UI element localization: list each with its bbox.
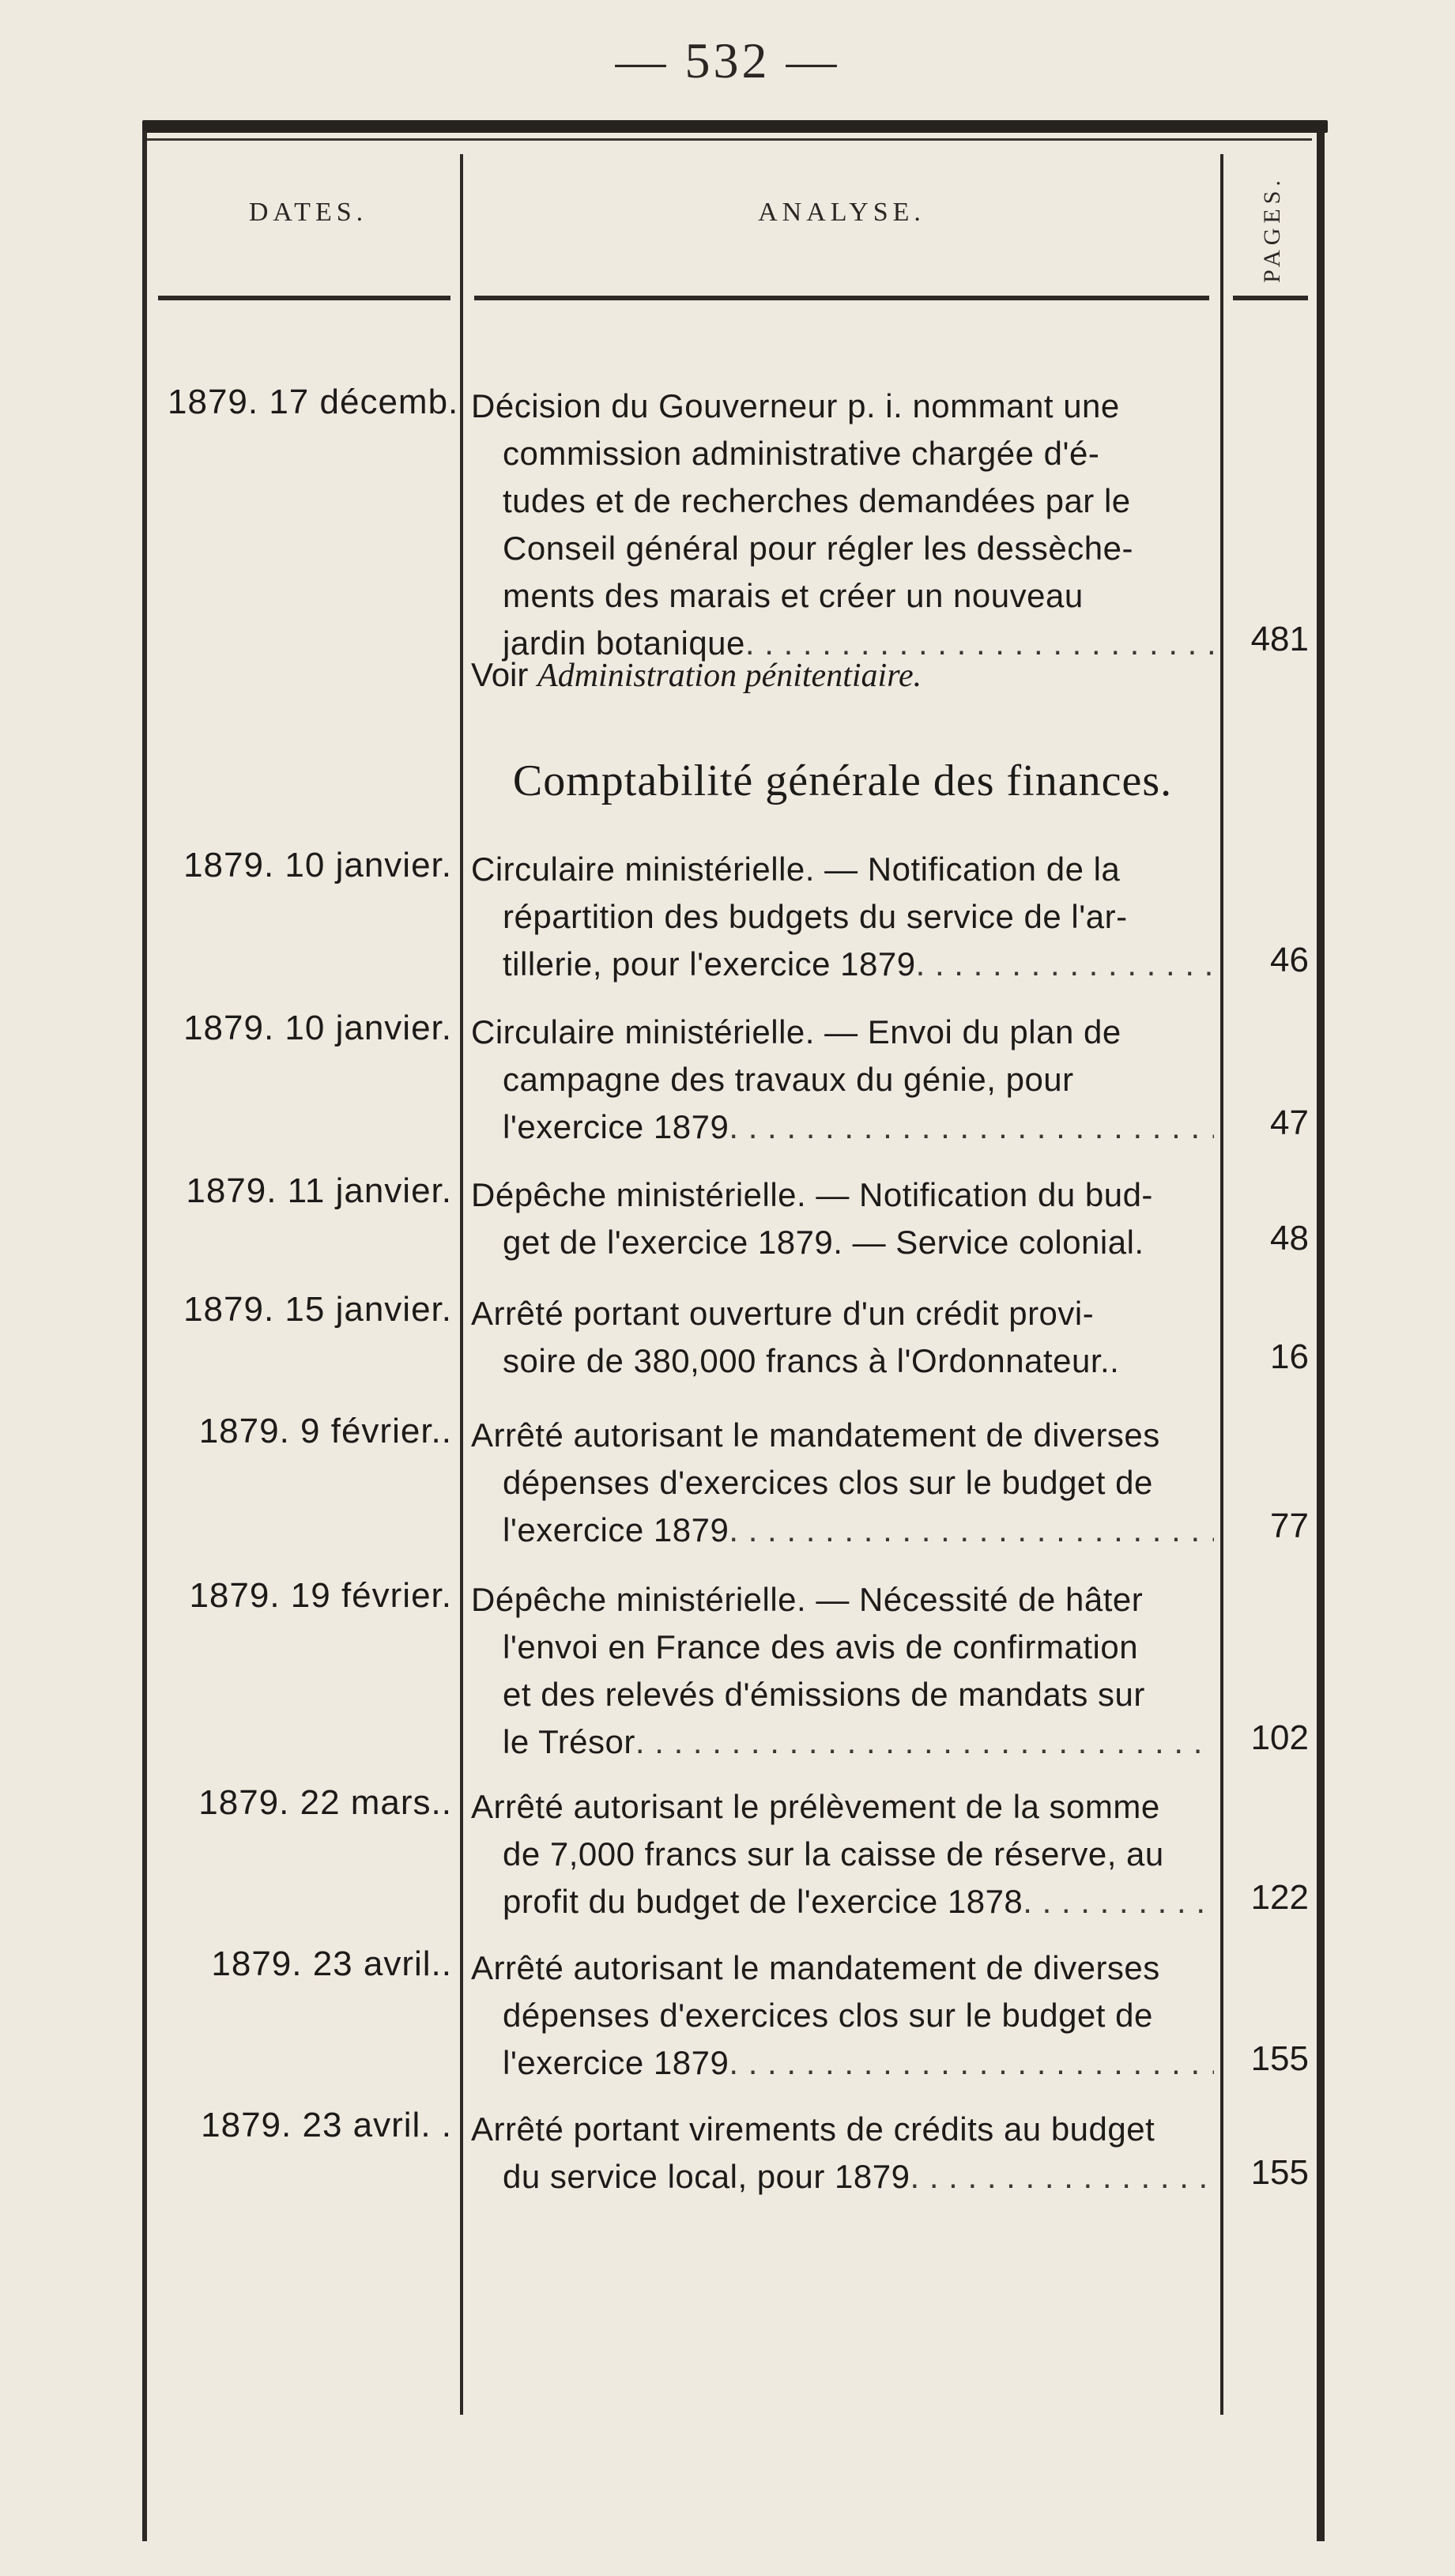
entry-line: Arrêté portant virements de crédits au budget [471, 2110, 1155, 2148]
entry-line: répartition des budgets du service de l'ar- [503, 898, 1128, 935]
entry-line: soire de 380,000 francs à l'Ordonnateur.. [503, 1342, 1120, 1379]
entry-last-line [471, 941, 1214, 988]
entry-date: 1879. 9 février.. [198, 1412, 452, 1450]
see-also-reference: Administration pénitentiaire. [537, 658, 922, 694]
entry-line: Circulaire ministérielle. — Notification de la [471, 850, 1121, 888]
entry-last-text: tillerie, pour l'exercice 1879 [503, 945, 916, 983]
entry-line: Arrêté autorisant le prélèvement de la somme [471, 1788, 1160, 1825]
entry-line: et des relevés d'émissions de mandats sur [503, 1676, 1145, 1713]
entry-line: Décision du Gouverneur p. i. nommant une [471, 387, 1120, 424]
entry-analysis [471, 1009, 1214, 1151]
entry-line: Dépêche ministérielle. — Notification du bud- [471, 1176, 1153, 1213]
entry-line: Arrêté autorisant le mandatement de diverses [471, 1416, 1160, 1454]
entry-last-line [471, 1718, 1214, 1766]
entry-last-line [471, 1103, 1214, 1151]
entry-page: 47 [1270, 1103, 1309, 1142]
entry-line: l'envoi en France des avis de confirmation [503, 1628, 1139, 1665]
entry-last-text: le Trésor [503, 1723, 635, 1760]
entry-line: commission administrative chargée d'é- [503, 435, 1100, 472]
entry-page: 481 [1250, 620, 1309, 658]
entry-page: 77 [1270, 1507, 1309, 1545]
table-frame-right [1317, 130, 1325, 2541]
entry-analysis [471, 846, 1214, 988]
entry-line: get de l'exercice 1879. — Service colonial. [503, 1224, 1144, 1261]
entry-last-text: l'exercice 1879 [503, 1511, 729, 1548]
entry-date: 1879. 22 mars.. [198, 1783, 452, 1822]
entry-line: campagne des travaux du génie, pour [503, 1061, 1074, 1098]
entry-page: 102 [1250, 1718, 1309, 1757]
leader-dots [729, 2039, 1214, 2087]
entry-page: 155 [1250, 2039, 1309, 2078]
top-rule-thin [142, 138, 1312, 141]
column-divider-dates [460, 154, 463, 2415]
entry-date: 1879. 15 janvier. [183, 1290, 452, 1329]
entry-last-line [471, 2153, 1214, 2201]
entry-analysis [471, 1412, 1214, 1554]
entry-last-text: profit du budget de l'exercice 1878 [503, 1883, 1023, 1920]
leader-dots [916, 941, 1214, 988]
table-frame-left [142, 130, 147, 2541]
leader-dots [729, 1507, 1214, 1554]
header-rule-analyse [474, 296, 1209, 300]
leader-dots [729, 1103, 1214, 1151]
entry-last-line [471, 1507, 1214, 1554]
header-pages-label: PAGES. [1259, 175, 1285, 283]
leader-dots [1023, 1878, 1214, 1925]
entry-line: dépenses d'exercices clos sur le budget de [503, 1464, 1153, 1501]
leader-dots [635, 1718, 1214, 1766]
entry-line: dépenses d'exercices clos sur le budget de [503, 1997, 1153, 2034]
page-margin [0, 2450, 1455, 2576]
entry-line: Dépêche ministérielle. — Nécessité de hâter [471, 1581, 1144, 1618]
entry-line: Conseil général pour régler les dessèche- [503, 530, 1133, 567]
header-rule-dates [158, 296, 450, 300]
entry-analysis [471, 1576, 1214, 1766]
entry-date: 1879. 23 avril. . [201, 2106, 452, 2144]
header-pages [1233, 158, 1312, 300]
entry-analysis [471, 1783, 1214, 1925]
entry-last-line [471, 2039, 1214, 2087]
entry-last-text: du service local, pour 1879 [503, 2158, 910, 2195]
entry-page: 155 [1250, 2153, 1309, 2192]
entry-page: 122 [1250, 1878, 1309, 1917]
entry-page: 46 [1270, 941, 1309, 979]
entry-line: ments des marais et créer un nouveau [503, 577, 1084, 614]
leader-dots [910, 2153, 1214, 2201]
entry-analysis [471, 383, 1214, 667]
see-also-note [471, 656, 922, 695]
entry-line: Arrêté portant ouverture d'un crédit provi- [471, 1295, 1095, 1332]
entry-last-line [471, 1878, 1214, 1925]
entry-line: Arrêté autorisant le mandatement de diverses [471, 1949, 1160, 1986]
entry-line: Circulaire ministérielle. — Envoi du plan de [471, 1013, 1121, 1050]
top-rule [142, 120, 1328, 133]
header-analyse: ANALYSE. [758, 198, 925, 227]
entry-analysis [471, 1944, 1214, 2087]
entry-last-text: l'exercice 1879 [503, 1108, 729, 1145]
see-also-prefix: Voir [471, 656, 529, 693]
entry-date: 1879. 11 janvier. [186, 1171, 452, 1210]
entry-last-text: jardin botanique [503, 624, 745, 662]
page-number: — 532 — [615, 32, 840, 89]
header-rule-pages [1233, 296, 1308, 300]
entry-line: tudes et de recherches demandées par le [503, 482, 1131, 519]
header-dates: DATES. [248, 198, 368, 227]
entry-page: 16 [1270, 1337, 1309, 1376]
entry-analysis [471, 1290, 1214, 1385]
entry-date: 1879. 23 avril.. [211, 1944, 452, 1983]
entry-date: 1879. 19 février. [189, 1576, 452, 1615]
entry-analysis [471, 2106, 1214, 2201]
entry-line: de 7,000 francs sur la caisse de réserve, au [503, 1835, 1164, 1873]
entry-page: 48 [1270, 1219, 1309, 1258]
entry-last-text: l'exercice 1879 [503, 2044, 729, 2081]
entry-date: 1879. 10 janvier. [183, 846, 452, 884]
entry-date: 1879. 17 décemb. [168, 383, 459, 421]
entry-date: 1879. 10 janvier. [183, 1009, 452, 1047]
entry-analysis [471, 1171, 1214, 1266]
section-title: Comptabilité générale des finances. [512, 756, 1173, 805]
